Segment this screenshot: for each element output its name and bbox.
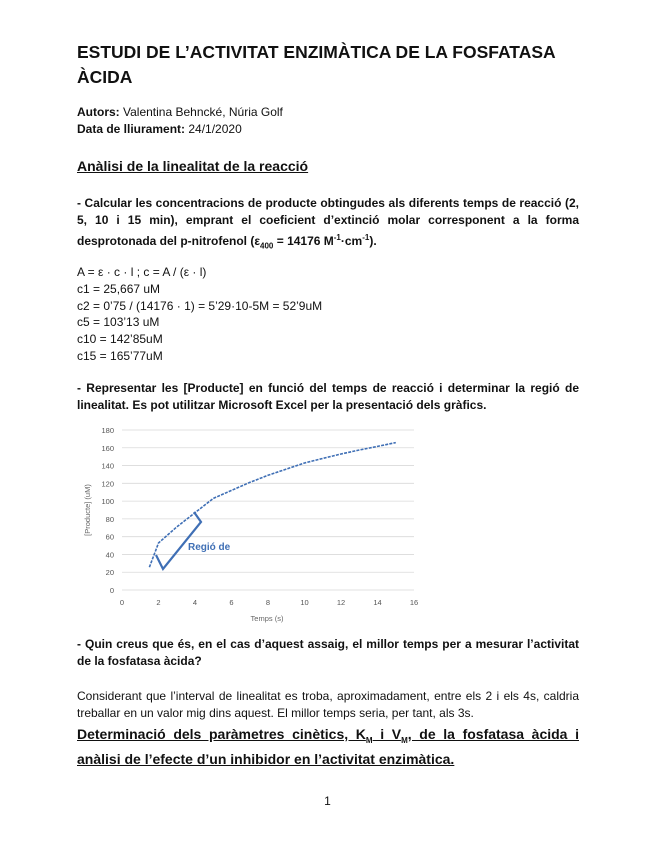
x-tick-label: 8 (265, 598, 271, 607)
x-tick-label: 2 (156, 598, 161, 607)
question-2: - Representar les [Producte] en funció del temps de reacció i determinar la regió de linealitat. Es pot utilitzar Microsoft Excel per la presentació dels gràfics. (77, 381, 579, 412)
x-tick-label: 14 (373, 598, 382, 607)
question-1 (77, 195, 579, 254)
question-3: - Quin creus que és, en el cas d’aquest assaig, el millor temps per a mesurar l’activitat de la fosfatasa àcida? (77, 637, 579, 668)
x-axis-label: Temps (s) (250, 614, 284, 623)
calculation-block (77, 264, 322, 365)
y-tick-label: 80 (105, 514, 114, 524)
y-tick-labels (101, 426, 114, 595)
y-axis-label: [Producte] (uM) (83, 484, 92, 536)
unit-exp-2: -1 (362, 233, 370, 242)
unit-exp-1: -1 (333, 233, 341, 242)
x-tick-label: 16 (409, 598, 419, 607)
answer-paragraph: Considerant que l’interval de linealitat es troba, aproximadament, entre els 2 i els 4s, caldria treballar en un valor mig dins aquest. El millor temps seria, per tant, als 3s. (77, 689, 579, 720)
product-series-line (149, 443, 395, 568)
section-kinetics-b: i V (372, 726, 402, 742)
section-kinetics-title (77, 725, 579, 769)
epsilon-subscript: 400 (260, 241, 274, 251)
section-kinetics-a: Determinació dels paràmetres cinètics, K (77, 726, 366, 742)
linearity-annotation: Regió de (188, 542, 231, 553)
authors-label: Autors: (77, 105, 120, 119)
y-tick-label: 160 (101, 443, 114, 453)
calc-line: c5 = 103’13 uM (77, 315, 160, 330)
question-1-text: - Calcular les concentracions de producte obtingudes als diferents temps de reacció (2, 5, 10 i 15 min), emprant el coeficient d’extinció molar corresponent a la forma desprotonada del p-nitrofenol (ε (77, 196, 579, 248)
y-tick-label: 180 (101, 426, 114, 435)
section-kinetics-c: , de la fosfatasa àcida i anàlisi de l’efecte d’un inhibidor en l’activitat enzimàtica. (77, 726, 579, 767)
date-line (77, 121, 242, 137)
y-tick-label: 60 (105, 532, 114, 542)
x-tick-label: 4 (192, 598, 198, 607)
authors-value: Valentina Behncké, Núria Golf (119, 105, 283, 119)
unit-mid: ·cm (340, 234, 363, 248)
epsilon-value: = 14176 M (273, 234, 334, 248)
km-subscript: M (365, 735, 373, 745)
calc-line: c10 = 142’85uM (77, 332, 163, 347)
x-tick-label: 10 (300, 598, 309, 607)
calc-line: c15 = 165’77uM (77, 348, 163, 363)
y-tick-label: 20 (105, 568, 114, 578)
vm-subscript: M (401, 735, 408, 745)
y-tick-label: 140 (101, 461, 114, 471)
linearity-bracket (156, 512, 201, 569)
question-1-end: ). (369, 234, 377, 248)
calc-line: A = ε · c · l ; c = A / (ε · l) (77, 265, 207, 279)
section-linearity-title: Anàlisi de la linealitat de la reacció (77, 158, 309, 174)
calc-line: c1 = 25,667 uM (77, 281, 161, 296)
y-tick-label: 40 (105, 550, 114, 560)
x-tick-label: 6 (229, 598, 234, 607)
date-label: Data de lliurament: (77, 122, 186, 136)
date-value: 24/1/2020 (185, 122, 242, 136)
x-tick-labels (120, 598, 418, 607)
y-tick-label: 120 (101, 479, 114, 489)
x-tick-label: 0 (119, 598, 125, 607)
y-tick-label: 0 (109, 586, 114, 595)
authors-line (77, 104, 283, 120)
linearity-chart (77, 420, 422, 630)
page-number: 1 (324, 794, 331, 808)
x-tick-label: 12 (336, 598, 346, 607)
document-title: ESTUDI DE L’ACTIVITAT ENZIMÀTICA DE LA FOSFATASA ÀCIDA (77, 42, 555, 87)
calc-line: c2 = 0’75 / (14176 · 1) = 5’29·10-5M = 52’9uM (77, 298, 323, 313)
y-tick-label: 100 (101, 497, 114, 507)
